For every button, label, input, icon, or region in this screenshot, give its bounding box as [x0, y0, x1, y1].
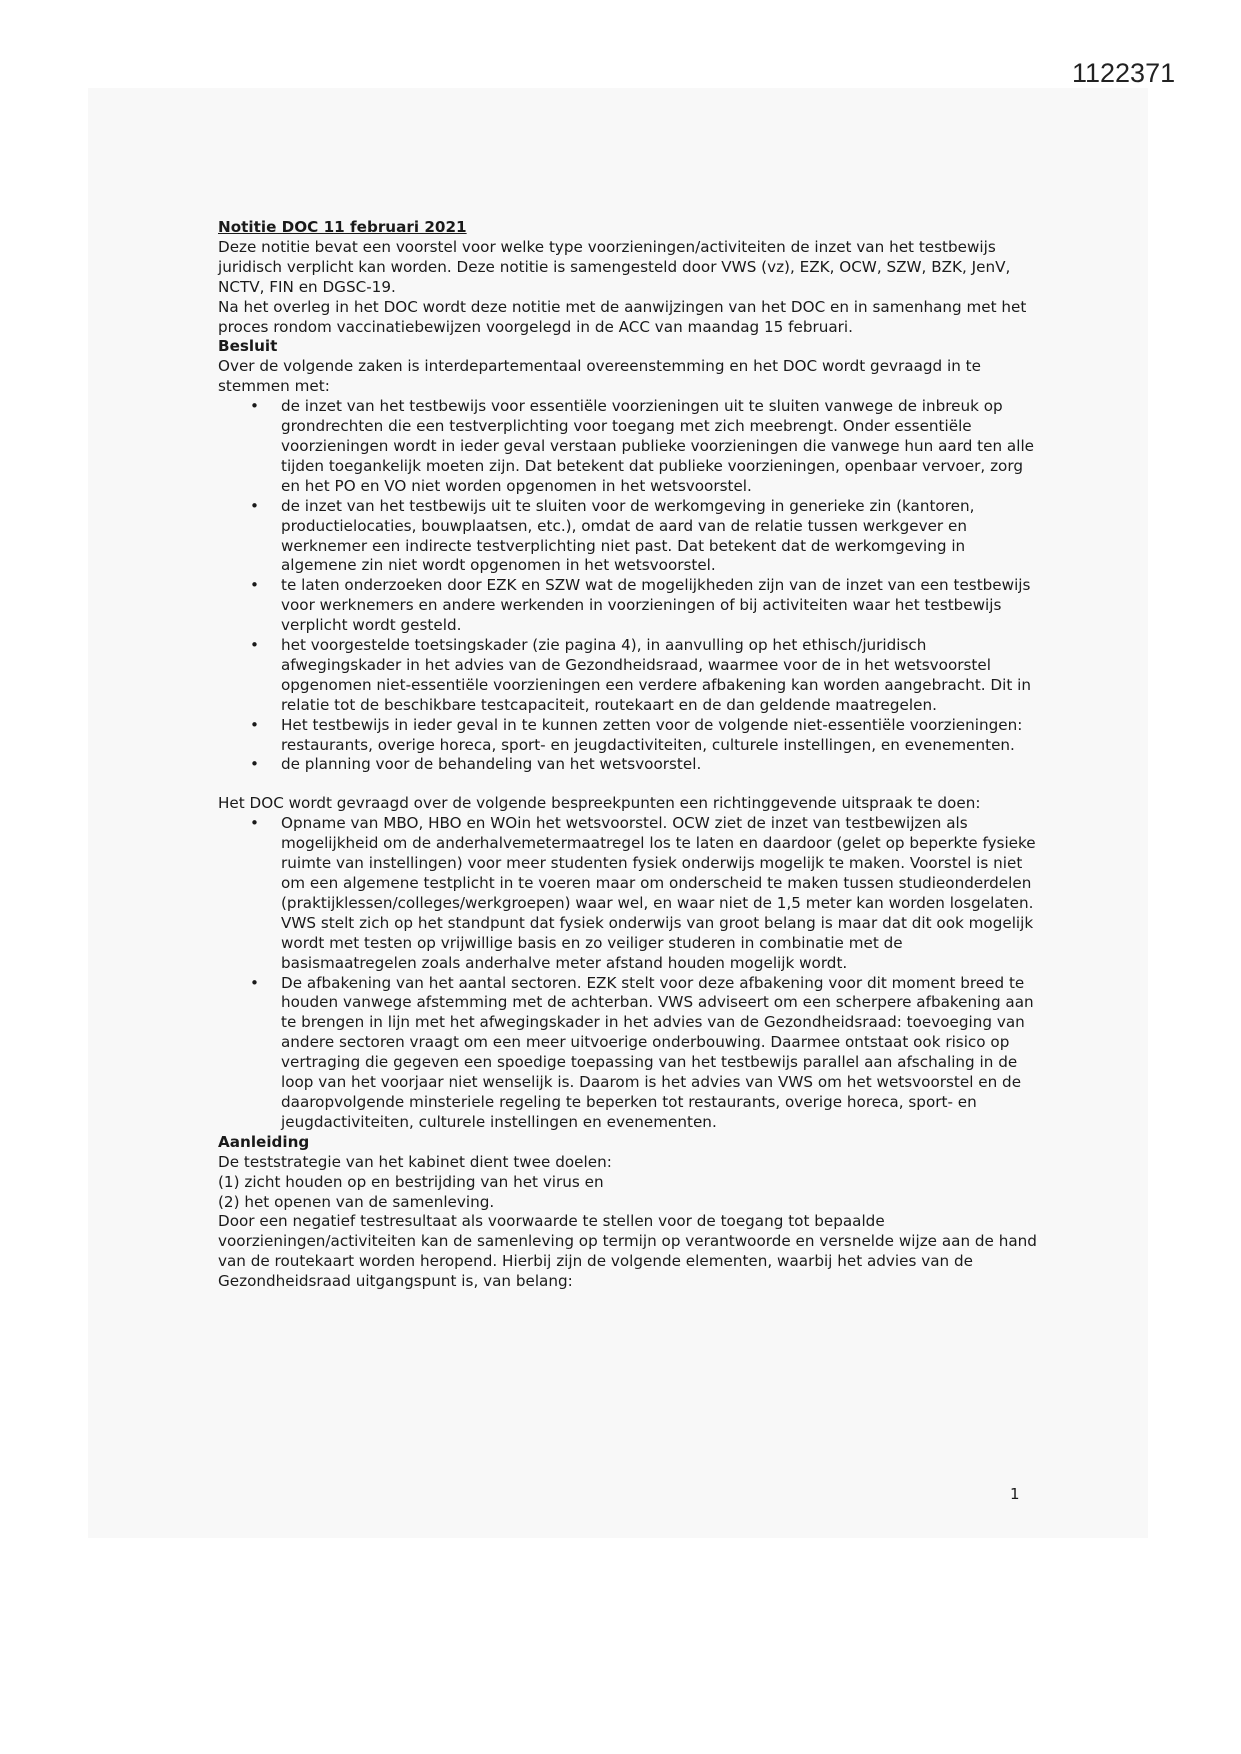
- list-item: • de planning voor de behandeling van het wetsvoorstel.: [218, 755, 1038, 775]
- aanleiding-line: De teststrategie van het kabinet dient twee doelen:: [218, 1152, 612, 1171]
- document-id: 1122371: [1072, 58, 1176, 88]
- list-item: • de inzet van het testbewijs voor essentiële voorzieningen uit te sluiten vanwege de inbreuk op grondrechten die een testverplichting voor toegang met zich meebrengt. Onder essentiële voorzieningen wordt in ieder geval verstaan publieke voorzieningen die vanwege hun aard ten alle tijden toegankelijk moeten zijn. Dat betekent dat publieke voorzieningen, openbaar vervoer, zorg en het PO en VO niet worden opgenomen in het wetsvoorstel.: [218, 397, 1038, 497]
- document-body: [218, 218, 1038, 1292]
- spacer: [218, 775, 1038, 794]
- list-item: • het voorgestelde toetsingskader (zie pagina 4), in aanvulling op het ethisch/juridisch afwegingskader in het advies van de Gezondheidsraad, waarmee voor de in het wetsvoorstel opgenomen niet-essentiële voorzieningen een verdere afbakening kan worden aangebracht. Dit in relatie tot de beschikbare testcapaciteit, routekaart en de dan geldende maatregelen.: [218, 636, 1038, 716]
- aanleiding-line: (2) het openen van de samenleving.: [218, 1192, 495, 1211]
- document-title: Notitie DOC 11 februari 2021: [218, 218, 467, 236]
- aanleiding-line: (1) zicht houden op en bestrijding van het virus en: [218, 1172, 604, 1191]
- bespreekpunten-list: [218, 814, 1038, 1133]
- list-item: • Het testbewijs in ieder geval in te kunnen zetten voor de volgende niet-essentiële voorzieningen: restaurants, overige horeca, sport- en jeugdactiviteiten, culturele instellingen, en evenementen.: [218, 716, 1038, 756]
- section-heading-aanleiding: Aanleiding: [218, 1132, 310, 1151]
- bespreekpunten-intro: Het DOC wordt gevraagd over de volgende bespreekpunten een richtinggevende uitspraak te doen:: [218, 794, 981, 813]
- besluit-list: [218, 397, 1038, 775]
- section-heading-besluit: Besluit: [218, 337, 278, 356]
- intro-paragraph-2: Na het overleg in het DOC wordt deze notitie met de aanwijzingen van het DOC en in samenhang met het proces rondom vaccinatiebewijzen voorgelegd in de ACC van maandag 15 februari.: [218, 297, 1027, 336]
- list-item: • te laten onderzoeken door EZK en SZW wat de mogelijkheden zijn van de inzet van een testbewijs voor werknemers en andere werkenden in voorzieningen of bij activiteiten waar het testbewijs verplicht wordt gesteld.: [218, 576, 1038, 636]
- page-number: 1: [1010, 1485, 1020, 1503]
- list-item: • De afbakening van het aantal sectoren. EZK stelt voor deze afbakening voor dit moment breed te houden vanwege afstemming met de achterban. VWS adviseert om een scherpere afbakening aan te brengen in lijn met het afwegingskader in het advies van de Gezondheidsraad: toevoeging van andere sectoren vraagt om een meer uitvoerige onderbouwing. Daarmee ontstaat ook risico op vertraging die gegeven een spoedige toepassing van het testbewijs parallel aan afschaling in de loop van het voorjaar niet wenselijk is. Daarom is het advies van VWS om het wetsvoorstel en de daaropvolgende minsteriele regeling te beperken tot restaurants, overige horeca, sport- en jeugdactiviteiten, culturele instellingen en evenementen.: [218, 974, 1038, 1133]
- list-item: • de inzet van het testbewijs uit te sluiten voor de werkomgeving in generieke zin (kantoren, productielocaties, bouwplaatsen, etc.), omdat de aard van de relatie tussen werkgever en werknemer een indirecte testverplichting niet past. Dat betekent dat de werkomgeving in algemene zin niet wordt opgenomen in het wetsvoorstel.: [218, 497, 1038, 577]
- intro-paragraph-1: Deze notitie bevat een voorstel voor welke type voorzieningen/activiteiten de inzet van het testbewijs juridisch verplicht kan worden. Deze notitie is samengesteld door VWS (vz), EZK, OCW, SZW, BZK, JenV, NCTV, FIN en DGSC-19.: [218, 237, 1011, 296]
- besluit-intro: Over de volgende zaken is interdepartementaal overeenstemming en het DOC wordt gevraagd in te stemmen met:: [218, 357, 981, 396]
- list-item: • Opname van MBO, HBO en WOin het wetsvoorstel. OCW ziet de inzet van testbewijzen als mogelijkheid om de anderhalvemetermaatregel los te laten en daardoor (gelet op beperkte fysieke ruimte van instellingen) voor meer studenten fysiek onderwijs mogelijk te maken. Voorstel is niet om een algemene testplicht in te voeren maar om onderscheid te maken tussen studieonderdelen (praktijklessen/colleges/werkgroepen) waar wel, en waar niet de 1,5 meter kan worden losgelaten. VWS stelt zich op het standpunt dat fysiek onderwijs van groot belang is maar dat dit ook mogelijk wordt met testen op vrijwillige basis en zo veiliger studeren in combinatie met de basismaatregelen zoals anderhalve meter afstand houden mogelijk wordt.: [218, 814, 1038, 973]
- aanleiding-paragraph: Door een negatief testresultaat als voorwaarde te stellen voor de toegang tot bepaalde voorzieningen/activiteiten kan de samenleving op termijn op verantwoorde en versnelde wijze aan de hand van de routekaart worden heropend. Hierbij zijn de volgende elementen, waarbij het advies van de Gezondheidsraad uitgangspunt is, van belang:: [218, 1212, 1037, 1291]
